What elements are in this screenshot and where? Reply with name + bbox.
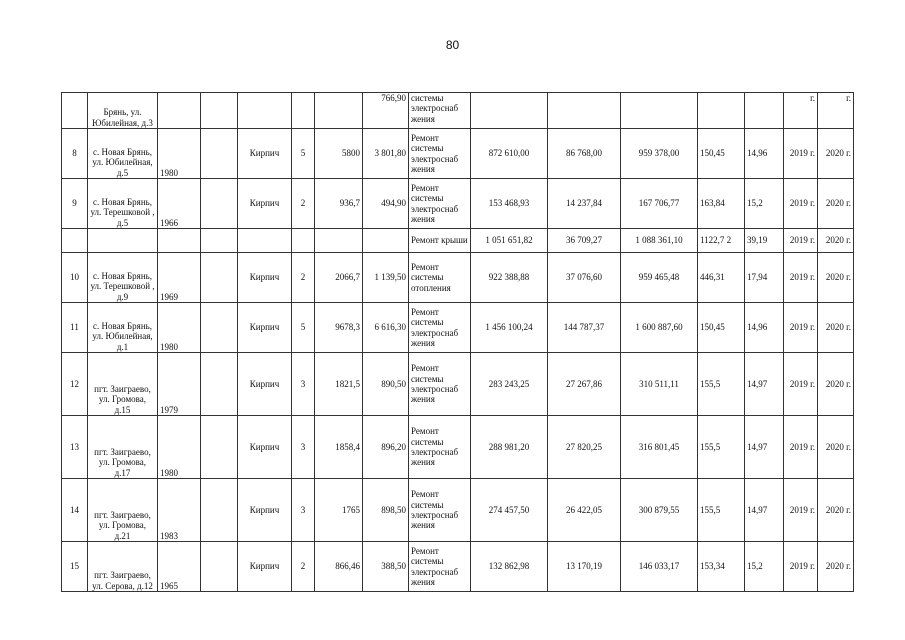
work-type-cell: Ремонт системы электроснаб жения (409, 129, 471, 179)
empty-cell (201, 353, 238, 416)
table-row (62, 542, 854, 592)
address-cell: пгт. Заиграево, ул. Серова, д.12 (88, 542, 158, 592)
empty-cell (201, 253, 238, 303)
address-cell: с. Новая Брянь, ул. Юбилейная, д.1 (88, 303, 158, 353)
cost-extra-cell (548, 93, 621, 129)
total-area-cell: 2066,7 (315, 253, 363, 303)
end-year-cell: 2020 г. (818, 179, 854, 229)
cost-cell: 153 468,93 (471, 179, 548, 229)
work-type-cell: Ремонт крыши (409, 229, 471, 253)
floors-cell: 3 (292, 416, 315, 479)
empty-cell (201, 303, 238, 353)
end-year-cell: 2020 г. (818, 303, 854, 353)
cost-extra-cell: 144 787,37 (548, 303, 621, 353)
total-cost-cell: 300 879,55 (621, 479, 698, 542)
floors-cell: 3 (292, 353, 315, 416)
floors-cell: 3 (292, 479, 315, 542)
total-cost-cell: 310 511,11 (621, 353, 698, 416)
living-area-cell (363, 229, 409, 253)
end-year-cell: 2020 г. (818, 229, 854, 253)
cost-cell: 922 388,88 (471, 253, 548, 303)
total-cost-cell: 316 801,45 (621, 416, 698, 479)
end-year-cell: 2020 г. (818, 542, 854, 592)
total-area-cell: 1821,5 (315, 353, 363, 416)
work-type-cell: Ремонт системы электроснаб жения (409, 353, 471, 416)
total-area-cell (315, 229, 363, 253)
wall-material-cell: Кирпич (238, 416, 292, 479)
share-cell: 15,2 (745, 542, 784, 592)
end-year-cell: 2020 г. (818, 129, 854, 179)
share-cell: 14,97 (745, 353, 784, 416)
floors-cell (292, 93, 315, 129)
page-number: 80 (445, 38, 460, 52)
unit-cost-cell: 446,31 (698, 253, 745, 303)
work-type-cell: Ремонт системы отопления (409, 253, 471, 303)
build-year-cell: 1966 (158, 179, 201, 229)
cost-extra-cell: 37 076,60 (548, 253, 621, 303)
address-cell (88, 229, 158, 253)
living-area-cell: 1 139,50 (363, 253, 409, 303)
wall-material-cell: Кирпич (238, 179, 292, 229)
build-year-cell: 1979 (158, 353, 201, 416)
address-cell: с. Новая Брянь, ул. Терешковой , д.5 (88, 179, 158, 229)
living-area-cell: 766,90 (363, 93, 409, 129)
wall-material-cell: Кирпич (238, 129, 292, 179)
start-year-cell: 2019 г. (784, 229, 818, 253)
cost-cell: 1 456 100,24 (471, 303, 548, 353)
unit-cost-cell (698, 93, 745, 129)
build-year-cell: 1969 (158, 253, 201, 303)
start-year-cell: 2019 г. (784, 479, 818, 542)
total-area-cell: 9678,3 (315, 303, 363, 353)
start-year-cell: 2019 г. (784, 416, 818, 479)
total-cost-cell: 1 600 887,60 (621, 303, 698, 353)
empty-cell (201, 542, 238, 592)
build-year-cell: 1980 (158, 303, 201, 353)
living-area-cell: 890,50 (363, 353, 409, 416)
total-cost-cell (621, 93, 698, 129)
start-year-cell: 2019 г. (784, 542, 818, 592)
table-row (62, 253, 854, 303)
living-area-cell: 6 616,30 (363, 303, 409, 353)
build-year-cell: 1983 (158, 479, 201, 542)
row-number: 14 (62, 479, 88, 542)
address-cell: Брянь, ул. Юбилейная, д.3 (88, 93, 158, 129)
row-number (62, 93, 88, 129)
row-number: 15 (62, 542, 88, 592)
unit-cost-cell: 1122,7 2 (698, 229, 745, 253)
share-cell: 14,97 (745, 479, 784, 542)
empty-cell (201, 479, 238, 542)
row-number: 8 (62, 129, 88, 179)
wall-material-cell: Кирпич (238, 479, 292, 542)
row-number (62, 229, 88, 253)
start-year-cell: 2019 г. (784, 253, 818, 303)
build-year-cell: 1965 (158, 542, 201, 592)
row-number: 9 (62, 179, 88, 229)
share-cell: 14,96 (745, 129, 784, 179)
floors-cell (292, 229, 315, 253)
row-number: 12 (62, 353, 88, 416)
total-area-cell: 1765 (315, 479, 363, 542)
table-row (62, 416, 854, 479)
total-cost-cell: 146 033,17 (621, 542, 698, 592)
address-cell: с. Новая Брянь, ул. Юбилейная, д.5 (88, 129, 158, 179)
build-year-cell: 1980 (158, 129, 201, 179)
total-cost-cell: 959 465,48 (621, 253, 698, 303)
living-area-cell: 898,50 (363, 479, 409, 542)
total-area-cell: 5800 (315, 129, 363, 179)
empty-cell (201, 416, 238, 479)
table-row (62, 179, 854, 229)
unit-cost-cell: 150,45 (698, 129, 745, 179)
unit-cost-cell: 163,84 (698, 179, 745, 229)
floors-cell: 2 (292, 542, 315, 592)
table-row (62, 479, 854, 542)
row-number: 11 (62, 303, 88, 353)
start-year-cell: 2019 г. (784, 353, 818, 416)
start-year-cell: 2019 г. (784, 129, 818, 179)
address-cell: с. Новая Брянь, ул. Терешковой , д.9 (88, 253, 158, 303)
start-year-cell: г. (784, 93, 818, 129)
floors-cell: 2 (292, 179, 315, 229)
work-type-cell: Ремонт системы электроснаб жения (409, 479, 471, 542)
total-area-cell: 866,46 (315, 542, 363, 592)
work-type-cell: Ремонт системы электроснаб жения (409, 542, 471, 592)
total-area-cell: 936,7 (315, 179, 363, 229)
address-cell: пгт. Заиграево, ул. Громова, д.17 (88, 416, 158, 479)
wall-material-cell: Кирпич (238, 353, 292, 416)
build-year-cell (158, 93, 201, 129)
empty-cell (201, 179, 238, 229)
repair-registry-table (61, 92, 854, 592)
cost-extra-cell: 27 267,86 (548, 353, 621, 416)
unit-cost-cell: 150,45 (698, 303, 745, 353)
wall-material-cell (238, 93, 292, 129)
table-row (62, 303, 854, 353)
share-cell: 14,96 (745, 303, 784, 353)
living-area-cell: 388,50 (363, 542, 409, 592)
unit-cost-cell: 155,5 (698, 353, 745, 416)
cost-cell: 283 243,25 (471, 353, 548, 416)
work-type-cell: Ремонт системы электроснаб жения (409, 179, 471, 229)
end-year-cell: г. (818, 93, 854, 129)
living-area-cell: 494,90 (363, 179, 409, 229)
table-row (62, 129, 854, 179)
living-area-cell: 896,20 (363, 416, 409, 479)
cost-extra-cell: 26 422,05 (548, 479, 621, 542)
total-cost-cell: 959 378,00 (621, 129, 698, 179)
wall-material-cell (238, 229, 292, 253)
wall-material-cell: Кирпич (238, 253, 292, 303)
cost-cell: 288 981,20 (471, 416, 548, 479)
wall-material-cell: Кирпич (238, 303, 292, 353)
cost-cell: 132 862,98 (471, 542, 548, 592)
cost-extra-cell: 27 820,25 (548, 416, 621, 479)
cost-cell: 274 457,50 (471, 479, 548, 542)
share-cell: 15,2 (745, 179, 784, 229)
total-cost-cell: 1 088 361,10 (621, 229, 698, 253)
cost-extra-cell: 13 170,19 (548, 542, 621, 592)
floors-cell: 5 (292, 303, 315, 353)
address-cell: пгт. Заиграево, ул. Громова, д.21 (88, 479, 158, 542)
total-area-cell (315, 93, 363, 129)
cost-cell (471, 93, 548, 129)
start-year-cell: 2019 г. (784, 303, 818, 353)
row-number: 10 (62, 253, 88, 303)
work-type-cell: Ремонт системы электроснаб жения (409, 303, 471, 353)
end-year-cell: 2020 г. (818, 416, 854, 479)
table-row (62, 229, 854, 253)
address-cell: пгт. Заиграево, ул. Громова, д.15 (88, 353, 158, 416)
floors-cell: 5 (292, 129, 315, 179)
cost-extra-cell: 14 237,84 (548, 179, 621, 229)
share-cell: 39,19 (745, 229, 784, 253)
living-area-cell: 3 801,80 (363, 129, 409, 179)
wall-material-cell: Кирпич (238, 542, 292, 592)
floors-cell: 2 (292, 253, 315, 303)
work-type-cell: системы электроснаб жения (409, 93, 471, 129)
end-year-cell: 2020 г. (818, 253, 854, 303)
unit-cost-cell: 153,34 (698, 542, 745, 592)
cost-extra-cell: 36 709,27 (548, 229, 621, 253)
table-body (62, 93, 854, 592)
empty-cell (201, 93, 238, 129)
share-cell: 17,94 (745, 253, 784, 303)
build-year-cell (158, 229, 201, 253)
start-year-cell: 2019 г. (784, 179, 818, 229)
empty-cell (201, 129, 238, 179)
row-number: 13 (62, 416, 88, 479)
empty-cell (201, 229, 238, 253)
table-row (62, 353, 854, 416)
share-cell: 14,97 (745, 416, 784, 479)
cost-cell: 1 051 651,82 (471, 229, 548, 253)
end-year-cell: 2020 г. (818, 479, 854, 542)
total-cost-cell: 167 706,77 (621, 179, 698, 229)
unit-cost-cell: 155,5 (698, 479, 745, 542)
cost-extra-cell: 86 768,00 (548, 129, 621, 179)
unit-cost-cell: 155,5 (698, 416, 745, 479)
cost-cell: 872 610,00 (471, 129, 548, 179)
share-cell (745, 93, 784, 129)
build-year-cell: 1980 (158, 416, 201, 479)
table-row (62, 93, 854, 129)
end-year-cell: 2020 г. (818, 353, 854, 416)
total-area-cell: 1858,4 (315, 416, 363, 479)
work-type-cell: Ремонт системы электроснаб жения (409, 416, 471, 479)
